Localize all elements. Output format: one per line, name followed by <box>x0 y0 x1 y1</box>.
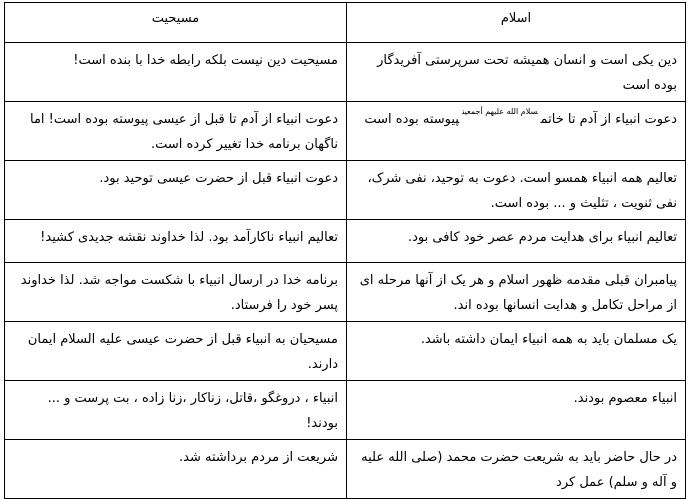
honorific-superscript: سلام الله علیهم أجمعین <box>462 107 538 116</box>
table-row <box>5 322 686 381</box>
cell-christianity: مسیحیت دین نیست بلکه رابطه خدا با بنده است! <box>5 43 347 102</box>
cell-text-before: دعوت انبیاء از آدم تا خاتم <box>540 112 677 127</box>
header-christianity: مسیحیت <box>5 3 347 43</box>
cell-christianity: برنامه خدا در ارسال انبیاء با شکست مواجه شد. لذا خداوند پسر خود را فرستاد. <box>5 263 347 322</box>
table-row <box>5 381 686 440</box>
cell-christianity: تعالیم انبیاء ناکارآمد بود. لذا خداوند نقشه جدیدی کشید! <box>5 220 347 263</box>
header-islam: اسلام <box>347 3 686 43</box>
comparison-table <box>4 2 686 499</box>
table-row <box>5 263 686 322</box>
cell-islam: پیامبران قبلی مقدمه ظهور اسلام و هر یک از آنها مرحله ای از مراحل تکامل و هدایت انسانها بوده اند. <box>347 263 686 322</box>
cell-islam: یک مسلمان باید به همه انبیاء ایمان داشته باشد. <box>347 322 686 381</box>
table-row <box>5 102 686 161</box>
cell-islam: در حال حاضر باید به شریعت حضرت محمد (صلی الله علیه و آله و سلم) عمل کرد <box>347 440 686 499</box>
cell-islam: تعالیم همه انبیاء همسو است. دعوت به توحید، نفی شرک، نفی ثنویت ، تثلیث و ... بوده است. <box>347 161 686 220</box>
cell-islam <box>347 102 686 161</box>
cell-christianity: انبیاء ، دروغگو ،قاتل، زناکار ،زنا زاده ، بت پرست و ... بودند! <box>5 381 347 440</box>
cell-islam: تعالیم انبیاء برای هدایت مردم عصر خود کافی بود. <box>347 220 686 263</box>
cell-islam: انبیاء معصوم بودند. <box>347 381 686 440</box>
cell-christianity: مسیحیان به انبیاء قبل از حضرت عیسی علیه السلام ایمان دارند. <box>5 322 347 381</box>
cell-christianity: شریعت از مردم برداشته شد. <box>5 440 347 499</box>
table-row <box>5 43 686 102</box>
table-row <box>5 220 686 263</box>
cell-christianity: دعوت انبیاء از آدم تا قبل از عیسی پیوسته بوده است! اما ناگهان برنامه خدا تغییر کرده است. <box>5 102 347 161</box>
table-row <box>5 161 686 220</box>
table-header-row <box>5 3 686 43</box>
cell-christianity: دعوت انبیاء قبل از حضرت عیسی توحید بود. <box>5 161 347 220</box>
table-row <box>5 440 686 499</box>
cell-text-after: پیوسته بوده است <box>364 112 460 127</box>
cell-islam: دین یکی است و انسان همیشه تحت سرپرستی آفریدگار بوده است <box>347 43 686 102</box>
